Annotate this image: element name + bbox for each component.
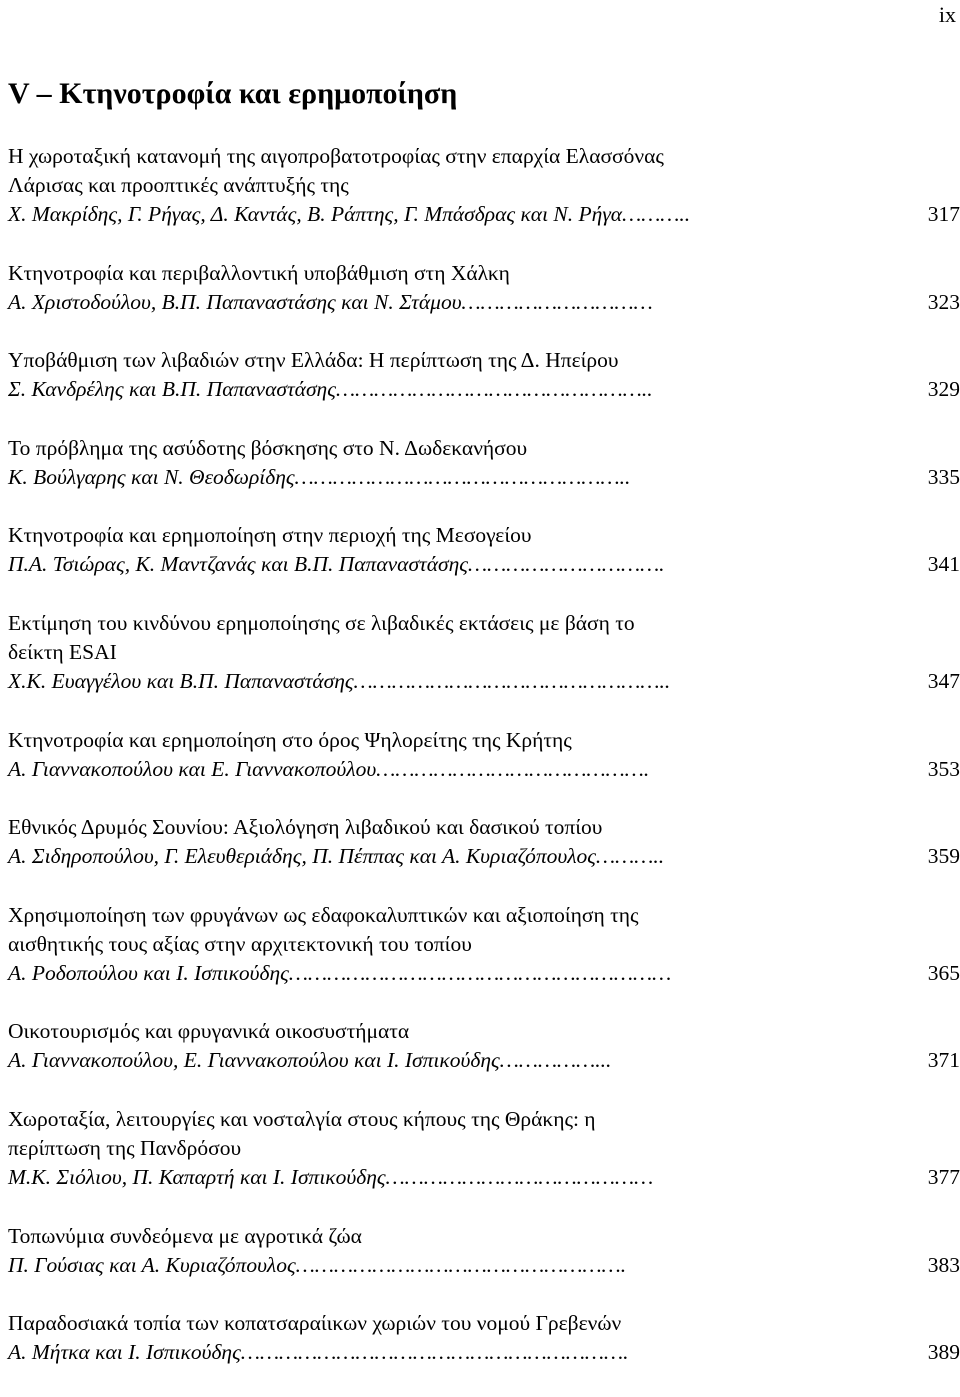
entry-authors: Α. Γιαννακοπούλου και Ε. Γιαννακοπούλου……………………………………. xyxy=(8,756,650,781)
entry-authors: Π. Γούσιας και Α. Κυριαζόπουλος……………………………………………. xyxy=(8,1252,627,1277)
entry-author-row xyxy=(8,288,960,317)
entry-authors: Μ.Κ. Σιόλιου, Π. Καπαρτή και Ι. Ισπικούδης…………………………………… xyxy=(8,1164,654,1189)
entry-author-row xyxy=(8,1163,960,1192)
toc-entry xyxy=(8,259,960,347)
toc-entry xyxy=(8,609,960,726)
entry-author-row xyxy=(8,200,960,229)
table-of-contents xyxy=(8,142,960,1397)
entry-title-line: Υποβάθμιση των λιβαδιών στην Ελλάδα: Η περίπτωση της Δ. Ηπείρου xyxy=(8,348,619,373)
toc-entry xyxy=(8,726,960,814)
entry-authors: Α. Χριστοδούλου, Β.Π. Παπαναστάσης και Ν. Στάμου………………………… xyxy=(8,289,653,314)
entry-title-line: Εθνικός Δρυμός Σουνίου: Αξιολόγηση λιβαδικού και δασικού τοπίου xyxy=(8,815,603,840)
entry-page-number: 317 xyxy=(927,202,960,226)
entry-title-line: Χωροταξία, λειτουργίες και νοσταλγία στους κήπους της Θράκης: η xyxy=(8,1106,596,1131)
entry-title-line: Εκτίμηση του κινδύνου ερημοποίησης σε λιβαδικές εκτάσεις με βάση το xyxy=(8,610,635,635)
toc-entry xyxy=(8,521,960,609)
entry-page-number: 359 xyxy=(927,844,960,869)
toc-entry xyxy=(8,1105,960,1222)
entry-authors: Α. Σιδηροπούλου, Γ. Ελευθεριάδης, Π. Πέππας και Α. Κυριαζόπουλος……….. xyxy=(8,844,665,869)
entry-author-row xyxy=(8,667,960,696)
entry-page-number: 341 xyxy=(927,552,960,577)
toc-entry xyxy=(8,813,960,901)
toc-entry xyxy=(8,142,960,259)
entry-page-number: 371 xyxy=(927,1048,960,1073)
entry-page-number: 347 xyxy=(927,668,960,693)
entry-title-line: Λάρισας και προοπτικές ανάπτυξής της xyxy=(8,173,349,197)
entry-title-line: Οικοτουρισμός και φρυγανικά οικοσυστήματα xyxy=(8,1019,410,1044)
entry-title-line: περίπτωση της Πανδρόσου xyxy=(8,1135,242,1160)
entry-title-line: αισθητικής τους αξίας στην αρχιτεκτονική του τοπίου xyxy=(8,931,472,956)
entry-page-number: 335 xyxy=(927,464,960,489)
entry-author-row xyxy=(8,1046,960,1075)
toc-entry xyxy=(8,346,960,434)
entry-authors: Α. Γιαννακοπούλου, Ε. Γιαννακοπούλου και Ι. Ισπικούδης……………... xyxy=(8,1048,612,1073)
entry-title-line: Το πρόβλημα της ασύδοτης βόσκησης στο Ν. Δωδεκανήσου xyxy=(8,435,528,460)
entry-author-row xyxy=(8,1251,960,1280)
entry-author-row xyxy=(8,755,960,784)
entry-page-number: 329 xyxy=(927,377,960,402)
entry-title-line: Τοπωνύμια συνδεόμενα με αγροτικά ζώα xyxy=(8,1223,362,1248)
entry-authors: Χ. Μακρίδης, Γ. Ρήγας, Δ. Καντάς, Β. Ράπτης, Γ. Μπάσδρας και Ν. Ρήγα……….. xyxy=(8,202,691,226)
entry-title-line: δείκτη ESAI xyxy=(8,639,117,664)
entry-title-line: Κτηνοτροφία και περιβαλλοντική υποβάθμιση στη Χάλκη xyxy=(8,260,510,285)
entry-page-number: 323 xyxy=(927,289,960,314)
entry-authors: Κ. Βούλγαρης και Ν. Θεοδωρίδης…………………………………………….. xyxy=(8,464,631,489)
entry-author-row xyxy=(8,842,960,871)
toc-entry xyxy=(8,1309,960,1397)
toc-entry xyxy=(8,1017,960,1105)
entry-authors: Σ. Κανδρέλης και Β.Π. Παπαναστάσης………………………………………….. xyxy=(8,377,653,402)
entry-authors: Χ.Κ. Ευαγγέλου και Β.Π. Παπαναστάσης………………………………………….. xyxy=(8,668,671,693)
entry-author-row xyxy=(8,375,960,404)
entry-authors: Α. Ροδοπούλου και Ι. Ισπικούδης…………………………………………………… xyxy=(8,960,672,985)
entry-page-number: 365 xyxy=(927,960,960,985)
entry-author-row xyxy=(8,463,960,492)
entry-page-number: 383 xyxy=(927,1252,960,1277)
entry-author-row xyxy=(8,550,960,579)
entry-title-line: Κτηνοτροφία και ερημοποίηση στο όρος Ψηλορείτης της Κρήτης xyxy=(8,727,572,752)
entry-page-number: 377 xyxy=(927,1164,960,1189)
entry-page-number: 353 xyxy=(927,756,960,781)
entry-author-row xyxy=(8,959,960,988)
toc-entry xyxy=(8,1222,960,1310)
entry-title-line: Παραδοσιακά τοπία των κοπατσαραίικων χωριών του νομού Γρεβενών xyxy=(8,1311,622,1336)
entry-authors: Π.Α. Τσιώρας, Κ. Μαντζανάς και Β.Π. Παπαναστάσης…………………………. xyxy=(8,552,665,577)
toc-entry xyxy=(8,434,960,522)
entry-title-line: Χρησιμοποίηση των φρυγάνων ως εδαφοκαλυπτικών και αξιοποίηση της xyxy=(8,902,639,927)
page-number: ix xyxy=(938,2,956,27)
entry-author-row xyxy=(8,1338,960,1367)
toc-entry xyxy=(8,901,960,1018)
entry-page-number: 389 xyxy=(927,1340,960,1365)
entry-title-line: Η χωροταξική κατανομή της αιγοπροβατοτροφίας στην επαρχία Ελασσόνας xyxy=(8,144,664,168)
section-title: V – Κτηνοτροφία και ερημοποίηση xyxy=(8,77,458,110)
entry-authors: Α. Μήτκα και Ι. Ισπικούδης……………………………………………………. xyxy=(8,1340,629,1365)
entry-title-line: Κτηνοτροφία και ερημοποίηση στην περιοχή της Μεσογείου xyxy=(8,523,532,548)
